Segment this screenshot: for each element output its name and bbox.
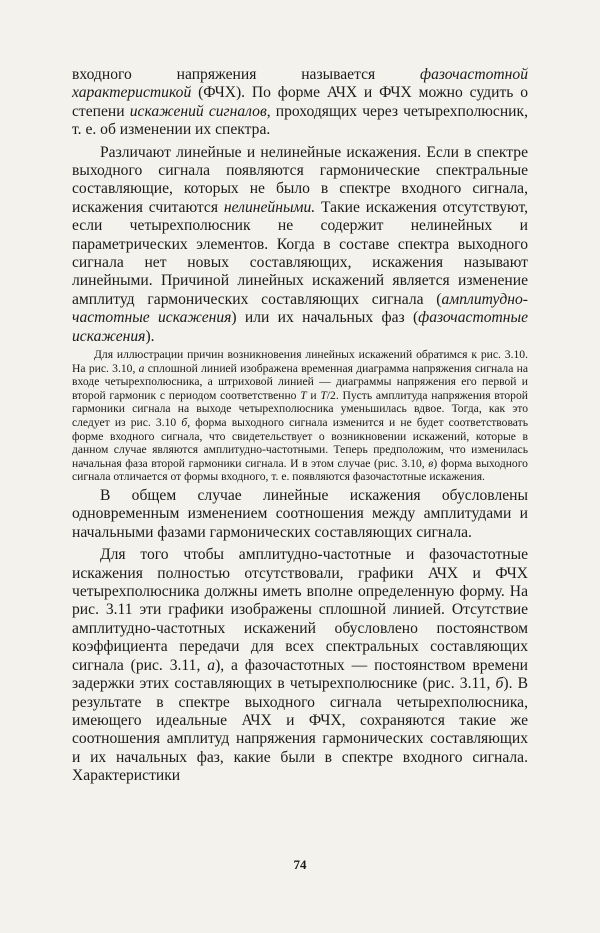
text: Различают линейные и нелинейные искажения. Если в спектре выходного сигнала появляются гармонические спектральные составляющие, которых не было в спектре входного сигнала, искажения считаются: [72, 143, 528, 216]
text: Для иллюстрации причин возникновения линейных искажений обратимся к рис. 3.10. На рис. 3.10,: [72, 348, 528, 375]
italic-term: T: [300, 388, 307, 402]
text: ) или их начальных фаз (: [231, 309, 419, 327]
text: ), а фазочастотных — постоянством времени задержки этих составляющих в четырехполюснике (рис. 3.11,: [72, 656, 529, 693]
text: входного напряжения называется: [72, 66, 421, 83]
italic-term: а: [138, 361, 145, 375]
italic-term: амплитудно-частотные искажения: [72, 290, 528, 327]
text: сплошной линией изображена временная диаграмма напряжения сигнала на входе четырехполюсника, а штриховой линией — диаграммы напряжения его первой и второй гармоник с периодом соответственно: [72, 361, 528, 402]
italic-term: фазочастотной характеристикой: [72, 66, 528, 102]
italic-term: нелинейными.: [223, 198, 316, 216]
text: , форма выходного сигнала изменится и не будет соответствовать форме входного сигнала, что свидетельствует о возникновении искажений, которые в данном случае являются амплитудно-частотными. Теперь предположим, что изменилась начальная фаза второй гармоники сигнала. И в этом случае (рис. 3.10,: [72, 416, 528, 470]
text: ).: [145, 327, 155, 345]
page-body: [72, 66, 528, 786]
italic-term: а: [207, 656, 216, 674]
italic-term: б: [181, 416, 188, 430]
text: Такие искажения отсутствуют, если четырехполюсник не содержит нелинейных и параметрических элементов. Когда в составе спектра выходного сигнала нет новых составляющих, искажения называют линейными. Причиной линейных искажений является изменение амплитуд гармонических составляющих сигнала (: [72, 198, 528, 308]
text: В общем случае линейные искажения обусловлены одновременным изменением соотношения между амплитудами и начальными фазами гармонических составляющих сигнала.: [72, 487, 528, 541]
text: и: [306, 388, 321, 402]
page-number: 74: [293, 857, 307, 872]
paragraph-1: [72, 66, 528, 140]
italic-term: искажений сигналов: [129, 102, 267, 120]
paragraph-4: [72, 546, 528, 785]
italic-term: фазочастотные искажения: [72, 309, 528, 345]
paragraph-2: [72, 144, 528, 346]
text: ). В результате в спектре выходного сигнала четырехполюсника, имеющего идеальные АЧХ и ФЧХ, сохраняются такие же соотношения амплитуд напряжения гармонических составляющих и их начальных фаз, какие были в спектре входного сигнала. Характеристики: [72, 675, 529, 785]
small-print-paragraph: [72, 348, 528, 484]
text: , проходящих через четырехполюсник, т. е. об изменении их спектра.: [72, 102, 528, 139]
italic-term: T: [320, 388, 327, 402]
text: (ФЧХ). По форме АЧХ и ФЧХ можно судить о степени: [72, 84, 528, 120]
text: Для того чтобы амплитудно-частотные и фазочастотные искажения полностью отсутствовали, графики АЧХ и ФЧХ четырехполюсника должны иметь вполне определенную форму. На рис. 3.11 эти графики изображены сплошной линией. Отсутствие амплитудно-частотных искажений обусловлено постоянством коэффициента передачи для всех спектральных составляющих сигнала (рис. 3.11,: [72, 546, 528, 674]
paragraph-3: [72, 487, 528, 542]
italic-term: в: [428, 456, 434, 470]
text: ) форма выходного сигнала отличается от формы входного, т. е. появляются фазочастотные искажения.: [72, 456, 528, 484]
text: /2. Пусть амплитуда напряжения второй гармоники сигнала на выходе четырехполюсника уменьшилась вдвое. Тогда, как это следует из рис. 3.10: [72, 388, 528, 430]
italic-term: б: [495, 675, 504, 693]
